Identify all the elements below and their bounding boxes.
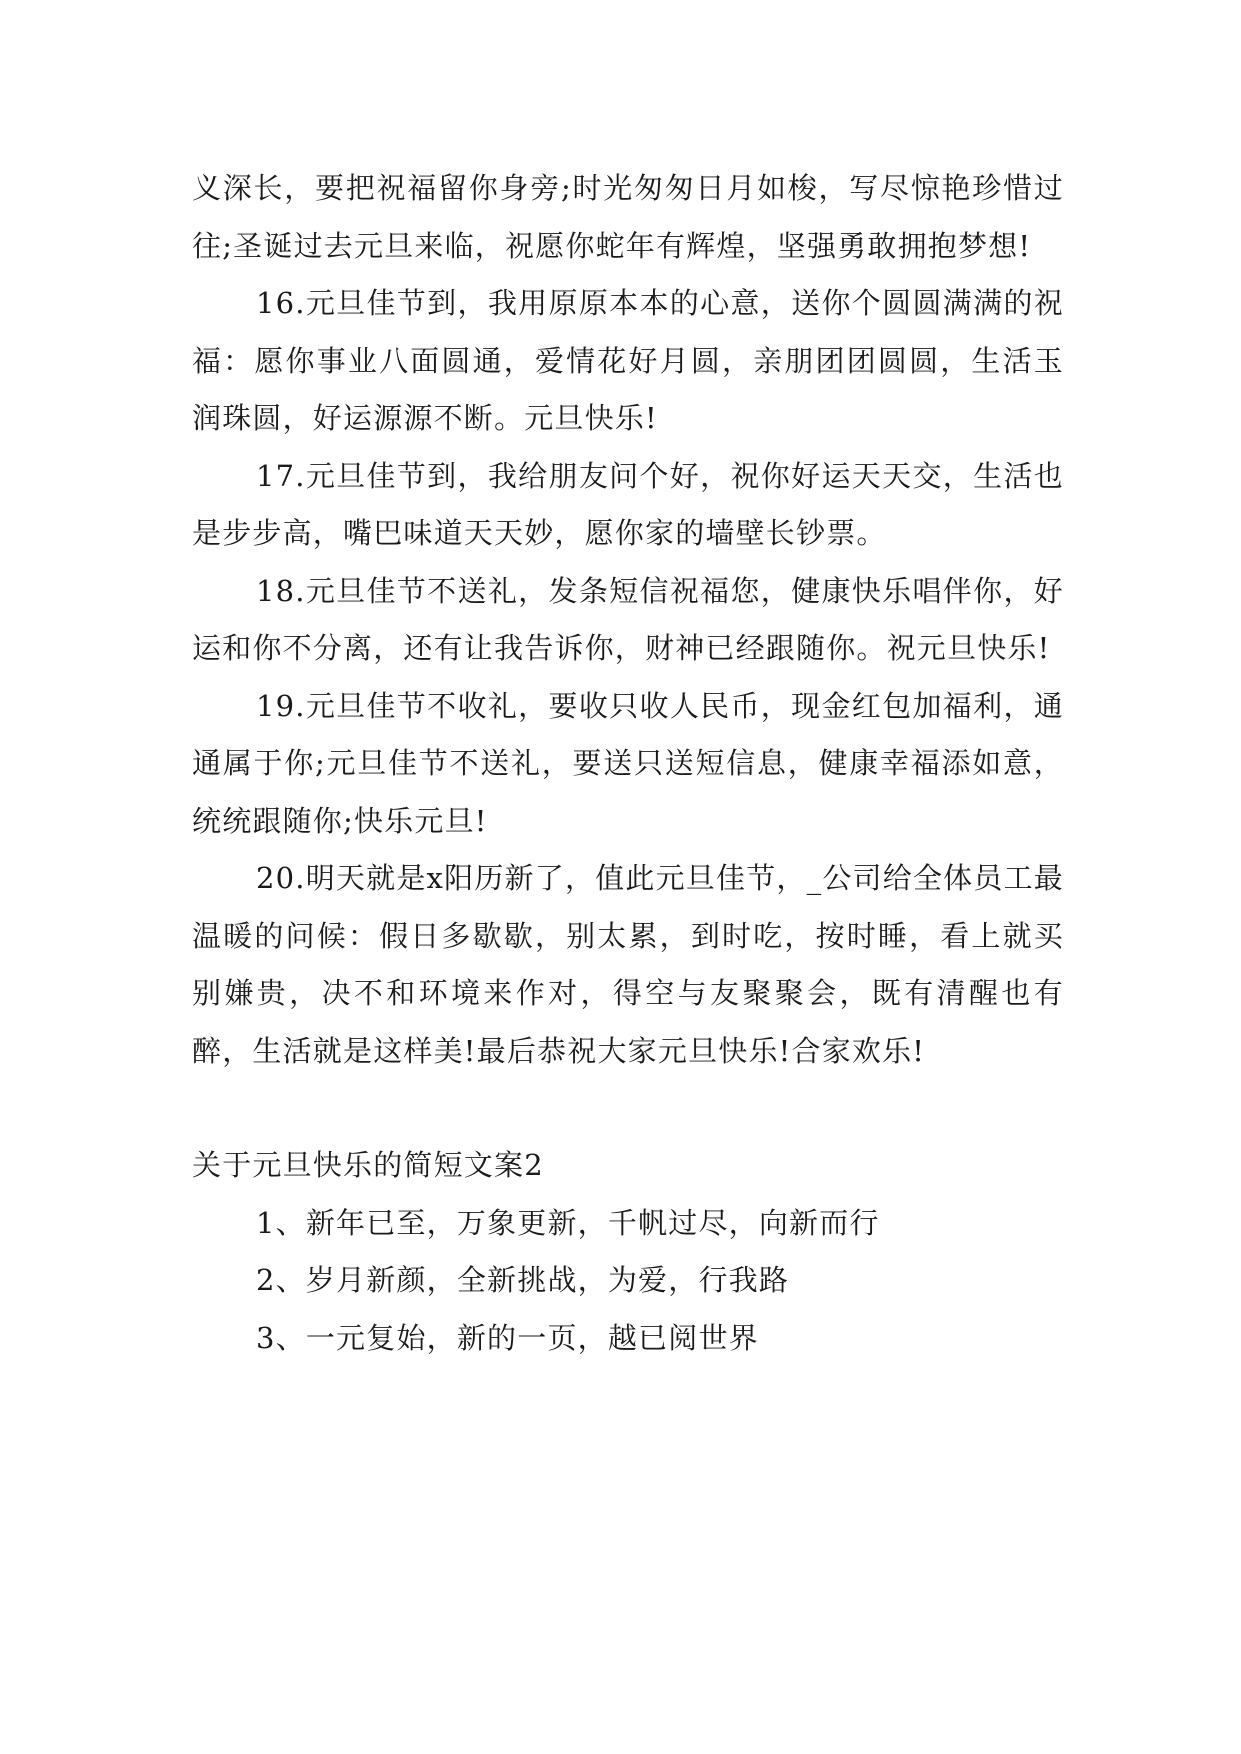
paragraph-item-16: 16.元旦佳节到，我用原原本本的心意，送你个圆圆满满的祝福：愿你事业八面圆通，爱情花好月圆，亲朋团团圆圆，生活玉润珠圆，好运源源不断。元旦快乐!: [192, 286, 1064, 435]
paragraph-item-19: 19.元旦佳节不收礼，要收只收人民币，现金红包加福利，通通属于你;元旦佳节不送礼，要送只送短信息，健康幸福添如意，统统跟随你;快乐元旦!: [192, 688, 1064, 838]
list-item: 3、一元复始，新的一页，越已阅世界: [256, 1320, 759, 1355]
paragraph-item-20: 20.明天就是x阳历新了，值此元旦佳节，_公司给全体员工最温暖的问候：假日多歇歇，别太累，到时吃，按时睡，看上就买别嫌贵，决不和环境来作对，得空与友聚聚会，既有清醒也有醉，生活就是这样美!最后恭祝大家元旦快乐!合家欢乐!: [192, 861, 1064, 1068]
section-title: 关于元旦快乐的简短文案2: [192, 1148, 544, 1182]
list-item: 1、新年已至，万象更新，千帆过尽，向新而行: [256, 1205, 880, 1240]
list-item: 2、岁月新颜，全新挑战，为爱，行我路: [256, 1263, 790, 1297]
section-spacer: [192, 1080, 1064, 1137]
paragraph-item-17: 17.元旦佳节到，我给朋友问个好，祝你好运天天交，生活也是步步高，嘴巴味道天天妙，愿你家的墙壁长钞票。: [192, 458, 1064, 550]
paragraph-item-18: 18.元旦佳节不送礼，发条短信祝福您，健康快乐唱伴你，好运和你不分离，还有让我告诉你，财神已经跟随你。祝元旦快乐!: [192, 573, 1064, 665]
document-page: [192, 160, 1064, 1367]
paragraph-continuation: 义深长，要把祝福留你身旁;时光匆匆日月如梭，写尽惊艳珍惜过往;圣诞过去元旦来临，祝愿你蛇年有辉煌，坚强勇敢拥抱梦想!: [192, 171, 1064, 263]
